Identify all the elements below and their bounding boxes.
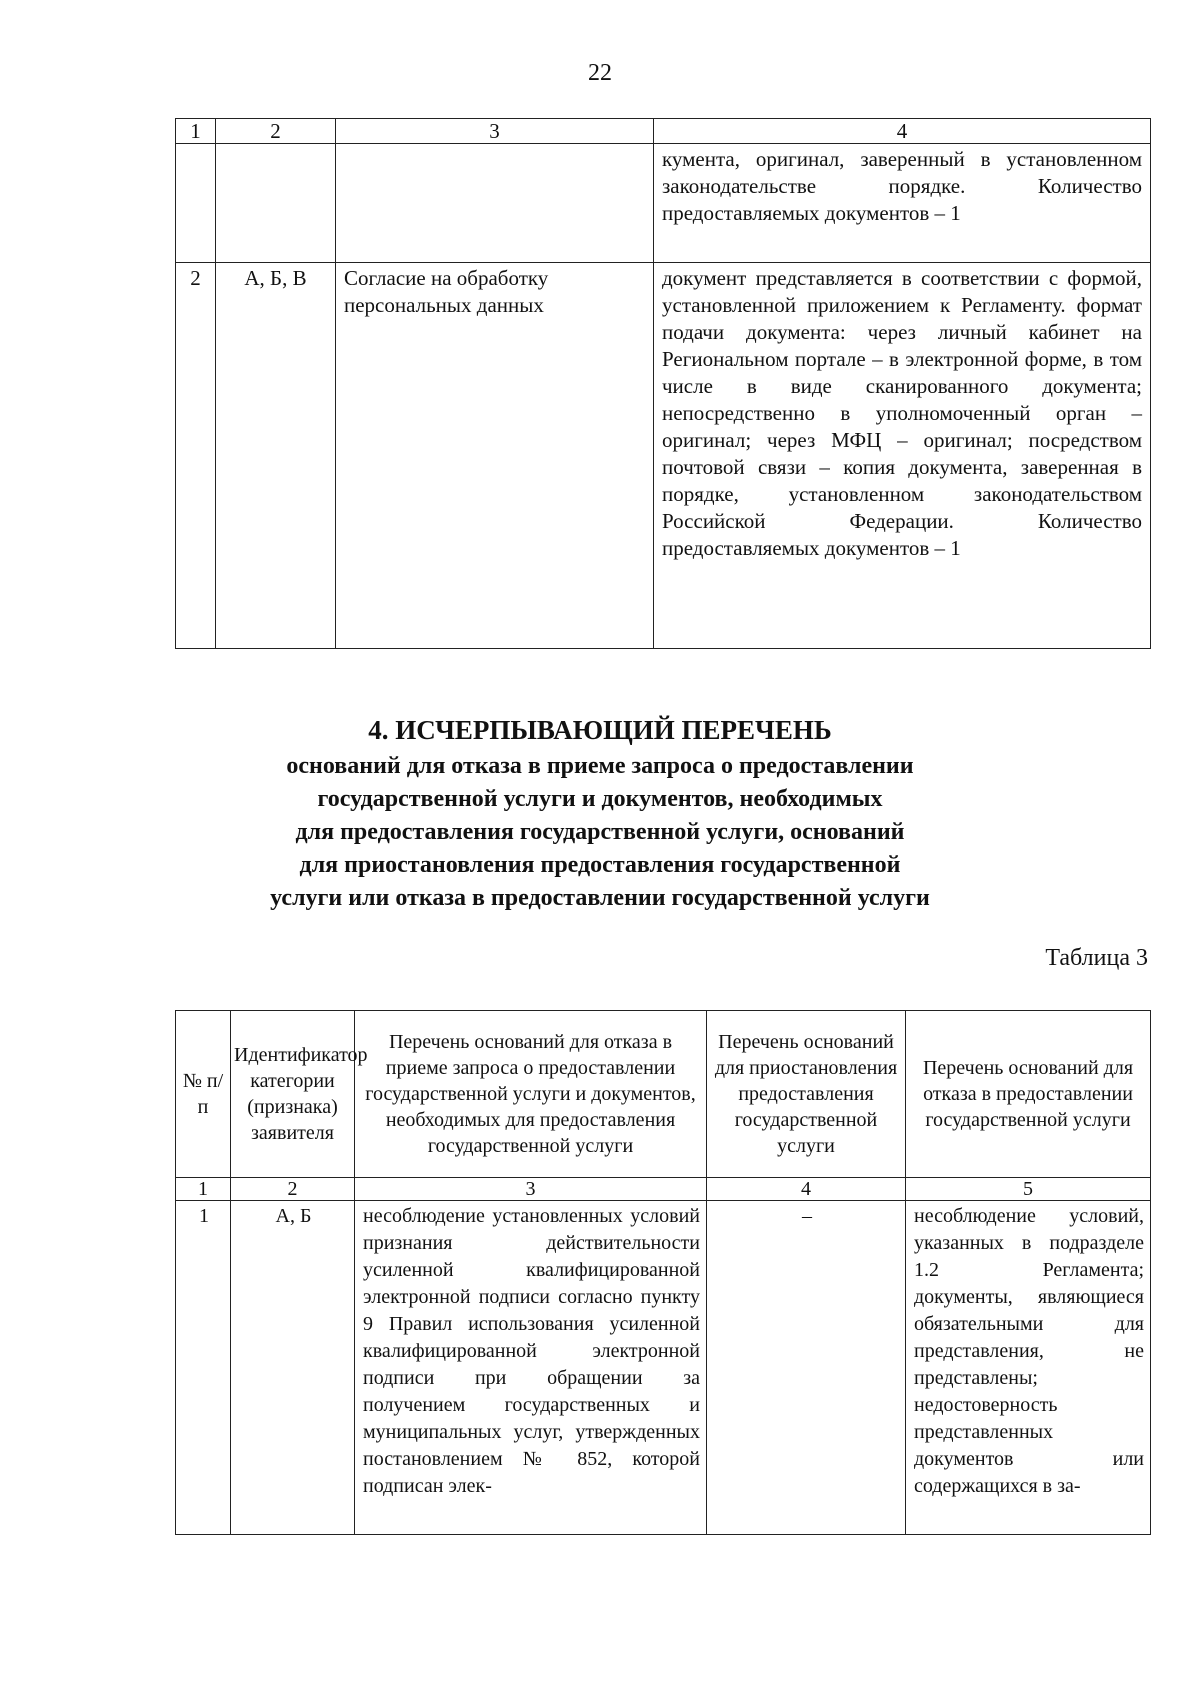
row-document-description: кумента, оригинал, заверенный в установленном законодательстве порядке. Количество предоставляемых документов – 1 <box>654 144 1151 263</box>
table-row <box>176 1201 1151 1535</box>
table-column-numbers <box>176 119 1151 144</box>
row-document-name <box>336 144 654 263</box>
table-label: Таблица 3 <box>1045 945 1148 971</box>
table-header-row <box>176 1011 1151 1178</box>
column-number: 3 <box>336 119 654 144</box>
column-number: 2 <box>216 119 336 144</box>
refusal-grounds-table <box>175 1010 1151 1535</box>
section-subtitle-line: для приостановления предоставления государственной <box>299 852 901 878</box>
documents-table-continued <box>175 118 1151 649</box>
row-refusal-reception: несоблюдение установленных условий признания действительности усиленной квалифицированной электронной подписи согласно пункту 9 Правил использования усиленной квалифицированной электронной подписи при обращении за получением государственных и муниципальных услуг, утвержденных постановлением № 852, которой подписан элек- <box>355 1201 707 1535</box>
row-document-description: документ представляется в соответствии с формой, установленной приложением к Регламенту. формат подачи документа: через личный кабинет на Региональном портале – в электронной форме, в том числе в виде сканированного документа; непосредственно в уполномоченный орган – оригинал; через МФЦ – оригинал; посредством почтовой связи – копия документа, заверенная в порядке, установленном законодательством Российской Федерации. Количество предоставляемых документов – 1 <box>654 263 1151 649</box>
row-category: А, Б, В <box>216 263 336 649</box>
section-heading <box>0 712 1200 915</box>
row-refusal-service: несоблюдение условий, указанных в подразделе 1.2 Регламента; документы, являющиеся обязательными для представления, не представлены; недостоверность представленных документов или содержащихся в за- <box>906 1201 1151 1535</box>
column-number: 4 <box>707 1178 906 1201</box>
table-column-numbers <box>176 1178 1151 1201</box>
header-refusal-reception: Перечень оснований для отказа в приеме запроса о предоставлении государственной услуги и документов, необходимых для предоставления государственной услуги <box>355 1011 707 1178</box>
row-category <box>216 144 336 263</box>
section-subtitle-line: для предоставления государственной услуги, оснований <box>295 819 905 845</box>
row-number: 2 <box>176 263 216 649</box>
section-title: 4. ИСЧЕРПЫВАЮЩИЙ ПЕРЕЧЕНЬ <box>368 715 832 745</box>
row-category: А, Б <box>231 1201 355 1535</box>
table-row <box>176 263 1151 649</box>
column-number: 2 <box>231 1178 355 1201</box>
section-subtitle-line: услуги или отказа в предоставлении государственной услуги <box>270 885 930 911</box>
header-refusal-service: Перечень оснований для отказа в предоставлении государственной услуги <box>906 1011 1151 1178</box>
row-suspension: – <box>707 1201 906 1535</box>
row-number: 1 <box>176 1201 231 1535</box>
header-number: № п/п <box>176 1011 231 1178</box>
page-number: 22 <box>588 60 612 86</box>
section-subtitle-line: государственной услуги и документов, необходимых <box>317 786 883 812</box>
header-suspension: Перечень оснований для приостановления предоставления государственной услуги <box>707 1011 906 1178</box>
column-number: 4 <box>654 119 1151 144</box>
column-number: 1 <box>176 1178 231 1201</box>
table-row <box>176 144 1151 263</box>
row-number <box>176 144 216 263</box>
column-number: 3 <box>355 1178 707 1201</box>
section-subtitle-line: оснований для отказа в приеме запроса о предоставлении <box>286 753 914 779</box>
column-number: 5 <box>906 1178 1151 1201</box>
row-document-name: Согласие на обработку персональных данных <box>336 263 654 649</box>
header-category: Идентификатор категории (признака) заявителя <box>231 1011 355 1178</box>
column-number: 1 <box>176 119 216 144</box>
